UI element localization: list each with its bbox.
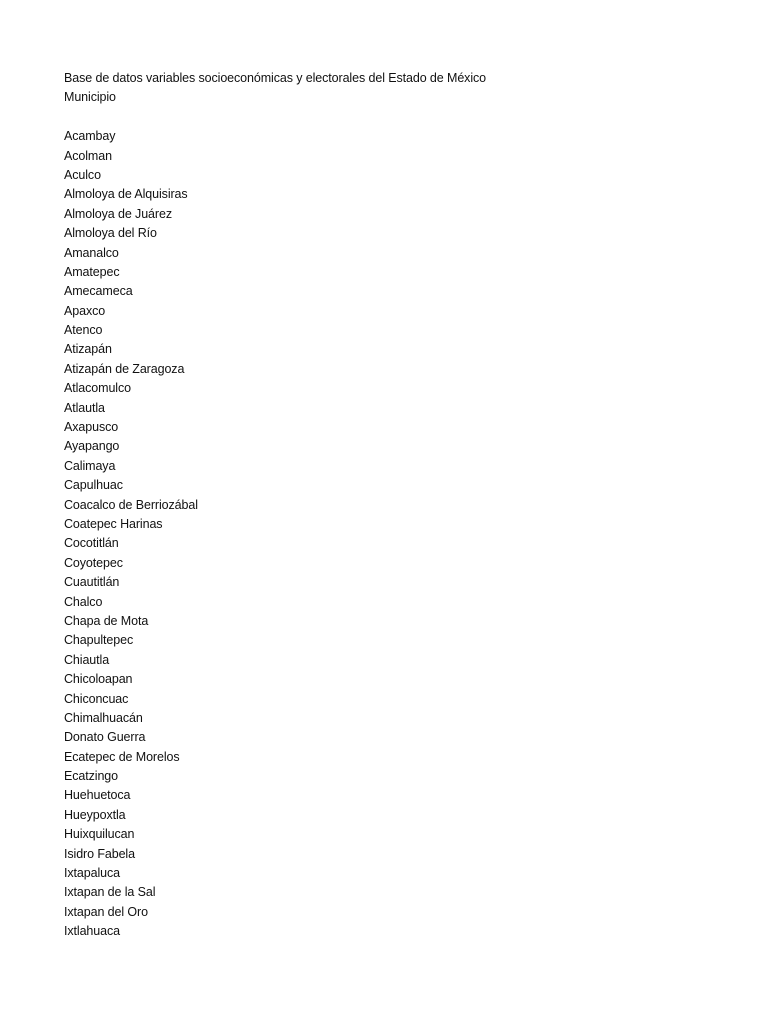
municipio-list [64,127,704,941]
list-item: Chicoloapan [64,672,133,687]
list-item: Chapultepec [64,633,134,648]
list-item: Amatepec [64,264,120,279]
document-title: Base de datos variables socioeconómicas y electorales del Estado de México [64,71,487,85]
list-item: Capulhuac [64,478,123,493]
list-item: Apaxco [64,303,106,318]
list-item: Chimalhuacán [64,710,143,725]
list-item: Ecatzingo [64,769,118,784]
list-item: Ecatepec de Morelos [64,749,180,764]
list-item: Atlautla [64,400,105,415]
list-item: Acambay [64,129,116,144]
list-item: Chalco [64,594,103,609]
list-item: Coyotepec [64,555,123,570]
list-item: Calimaya [64,458,116,473]
list-item: Hueypoxtla [64,807,126,822]
list-item: Amecameca [64,284,133,299]
list-item: Atizapán [64,342,112,357]
list-item: Acolman [64,148,112,163]
list-item: Atenco [64,323,103,338]
list-item: Donato Guerra [64,730,146,745]
list-item: Ixtapaluca [64,866,120,881]
list-item: Almoloya de Juárez [64,206,172,221]
list-item: Ayapango [64,439,120,454]
list-item: Axapusco [64,420,119,435]
list-item: Coatepec Harinas [64,516,163,531]
list-item: Ixtlahuaca [64,924,120,939]
list-item: Almoloya de Alquisiras [64,187,188,202]
list-item: Huixquilucan [64,827,135,842]
list-item: Aculco [64,167,101,182]
list-item: Chiconcuac [64,691,129,706]
list-item: Chapa de Mota [64,613,149,628]
list-item: Amanalco [64,245,119,260]
list-item: Ixtapan del Oro [64,904,148,919]
list-item: Cuautitlán [64,575,120,590]
list-item: Huehuetoca [64,788,131,803]
column-header: Municipio [64,90,116,105]
list-item: Atlacomulco [64,381,131,396]
list-item: Isidro Fabela [64,846,135,861]
list-item: Chiautla [64,652,110,667]
list-item: Almoloya del Río [64,226,157,241]
blank-line [64,108,704,127]
document-page [64,69,704,942]
list-item: Coacalco de Berriozábal [64,497,198,512]
list-item: Cocotitlán [64,536,119,551]
list-item: Atizapán de Zaragoza [64,361,185,376]
list-item: Ixtapan de la Sal [64,885,156,900]
